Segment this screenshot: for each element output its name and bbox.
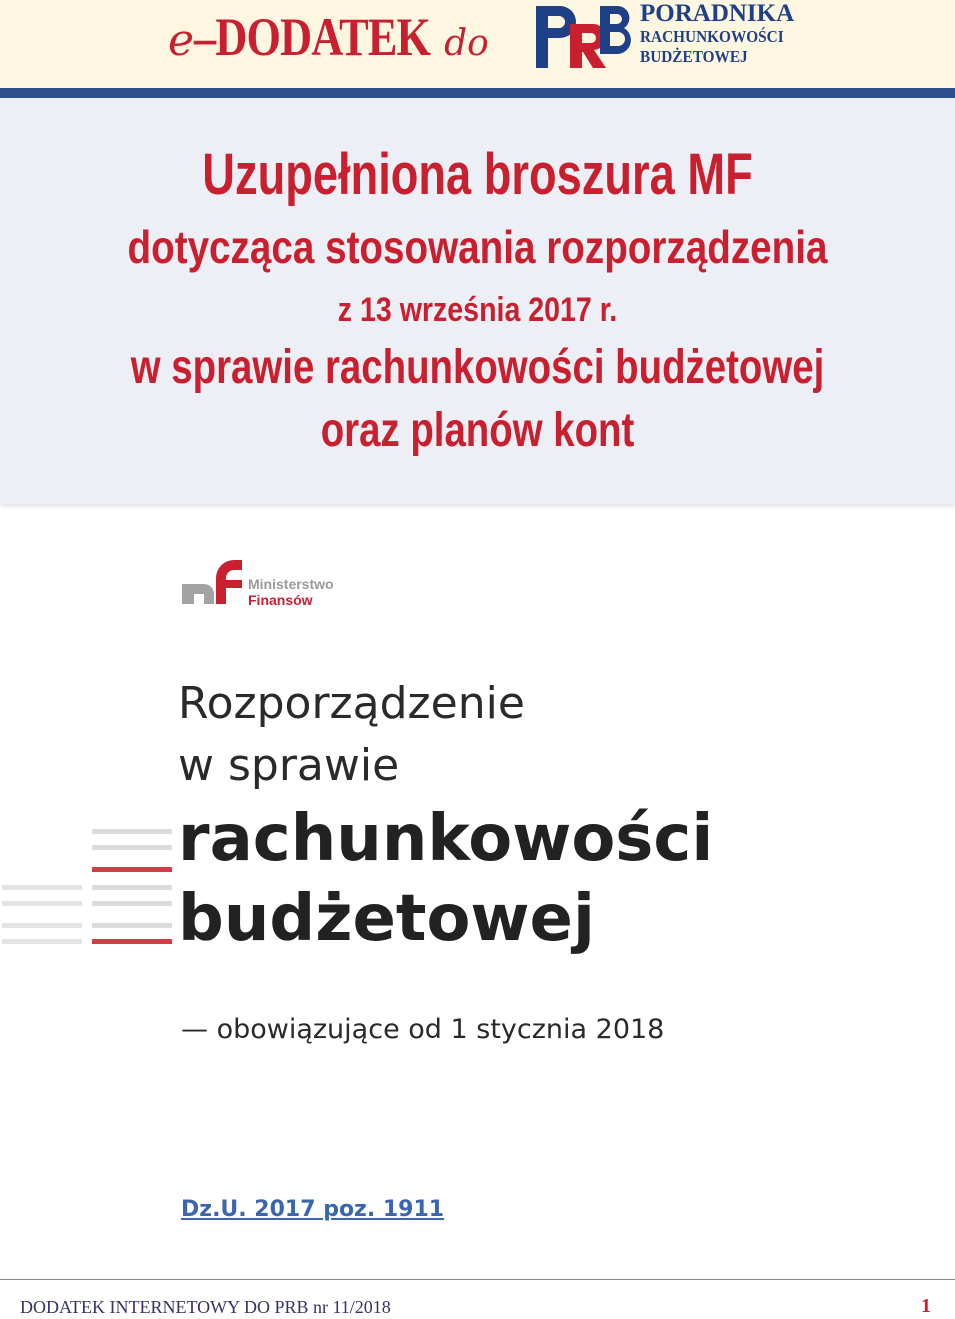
ministry-logo-icon — [182, 558, 244, 608]
cover-title-line1: Rozporządzenie — [178, 678, 525, 729]
title-line-3: z 13 września 2017 r. — [337, 291, 618, 329]
header-rule — [0, 88, 955, 98]
header-band — [0, 0, 955, 88]
footer-rule — [0, 1279, 955, 1280]
title-line-1: Uzupełniona broszura MF — [202, 142, 753, 207]
prb-title-line3: BUDŻETOWEJ — [640, 47, 748, 66]
title-block — [0, 98, 955, 504]
prb-title-line2: RACHUNKOWOŚCI — [640, 27, 784, 46]
prb-logo-icon — [534, 2, 634, 72]
effective-date: — obowiązujące od 1 stycznia 2018 — [181, 1014, 665, 1045]
ministry-name-line1: Ministerstwo — [248, 576, 334, 592]
page-number: 1 — [921, 1295, 931, 1317]
cover-title-bold2: budżetowej — [178, 882, 595, 956]
prb-title — [640, 0, 800, 67]
title-line-5: oraz planów kont — [320, 404, 635, 457]
ministry-name-line2: Finansów — [248, 592, 313, 608]
dodatek-word: –DODATEK — [194, 7, 431, 67]
do-word: do — [444, 23, 489, 64]
e-dodatek-wordmark — [168, 6, 489, 76]
ministry-name — [248, 576, 334, 608]
footer-text: DODATEK INTERNETOWY DO PRB nr 11/2018 — [20, 1297, 391, 1317]
cover-title-line2: w sprawie — [178, 740, 400, 791]
decorative-bars — [0, 825, 175, 950]
cover-title-bold1: rachunkowości — [178, 802, 714, 876]
e-letter: e — [168, 15, 195, 66]
legal-reference-link[interactable]: Dz.U. 2017 poz. 1911 — [181, 1197, 445, 1222]
title-line-2: dotycząca stosowania rozporządzenia — [127, 221, 828, 273]
prb-title-line1: PORADNIKA — [640, 0, 795, 27]
title-line-4: w sprawie rachunkowości budżetowej — [130, 341, 825, 394]
